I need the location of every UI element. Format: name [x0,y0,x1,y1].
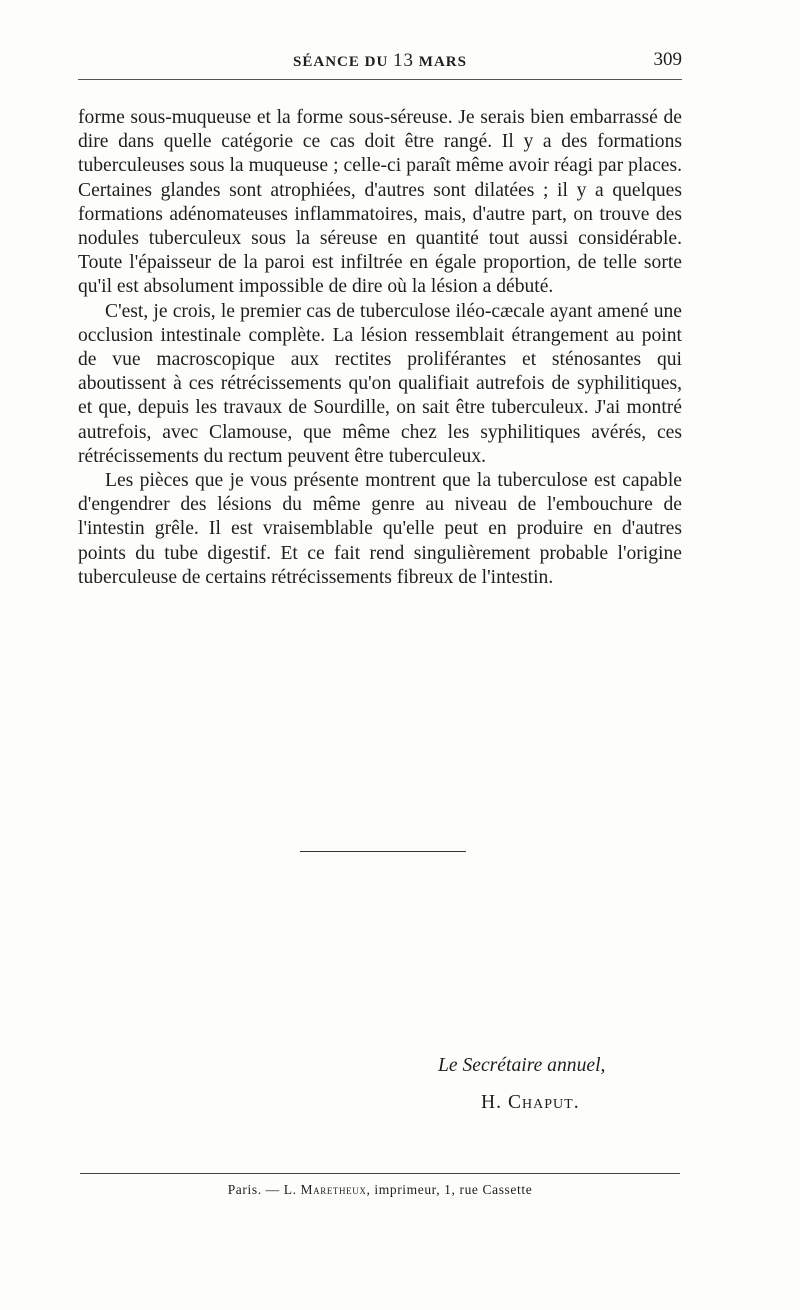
paragraph-3: Les pièces que je vous présente montrent que la tuberculose est capable d'engendrer des lésions du même genre au niveau de l'embouchure de l'intestin grêle. Il est vraisemblable qu'elle peut en produire en d'autres points du tube digestif. Et ce fait rend singulièrement probable l'origine tuberculeuse de certains rétrécissements fibreux de l'intestin. [78,470,682,588]
running-head-pre: SÉANCE DU [293,54,394,70]
signature-name [481,1092,580,1114]
imprint-printer: Maretheux [300,1182,367,1197]
running-head [78,50,682,72]
signature-title: Le Secrétaire annuel, [438,1055,606,1076]
imprint-city: Paris. — L. [227,1182,301,1197]
paragraph-1: forme sous-muqueuse et la forme sous-séreuse. Je serais bien embarrassé de dire dans quelle catégorie ce cas doit être rangé. Il y a des formations tuberculeuses sous la muqueuse ; celle-ci paraît même avoir réagi par places. Certaines glandes sont atrophiées, d'autres sont dilatées ; il y a quelques formations adénomateuses inflammatoires, mais, d'autre part, on trouve des nodules tuberculeux sous la séreuse en quantité tout aussi considérable. Toute l'épaisseur de la paroi est infiltrée en égale proportion, de telle sorte qu'il est absolument impossible de dire où la lésion a débuté. [78,107,682,298]
body-text [78,106,682,590]
printer-imprint [80,1182,680,1198]
footer-rule [80,1173,680,1174]
imprint-address: , imprimeur, 1, rue Cassette [366,1182,533,1197]
section-divider [300,851,466,852]
running-head-date: 13 [393,50,415,71]
paragraph-2: C'est, je crois, le premier cas de tuberculose iléo-cæcale ayant amené une occlusion intestinale complète. La lésion ressemblait étrangement au point de vue macroscopique aux rectites proliférantes et sténosantes qui aboutissent à ces rétrécissements qu'on qualifiait autrefois de syphilitiques, et que, depuis les travaux de Sourdille, on sait être tuberculeux. J'ai montré autrefois, avec Clamouse, que même chez les syphilitiques avérés, ces rétrécissements du rectum peuvent être tuberculeux. [78,300,682,467]
signature-surname: Chaput. [507,1092,580,1113]
signature-initial: H. [481,1092,508,1113]
header-rule [78,79,682,80]
running-head-month: MARS [414,54,467,70]
page-number: 309 [653,49,682,70]
page-header [78,50,682,74]
